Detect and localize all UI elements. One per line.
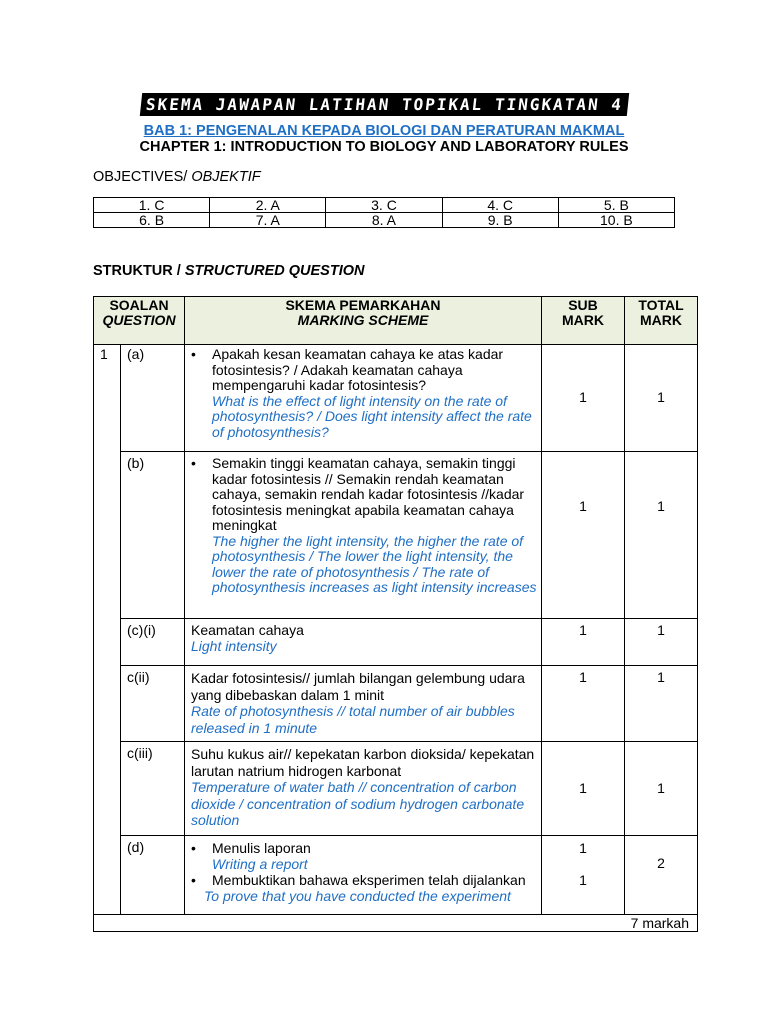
table-row (94, 742, 698, 836)
objective-answer-cell: 6. B (94, 213, 210, 228)
answer-english: Light intensity (191, 637, 277, 654)
objective-answer-cell: 1. C (94, 198, 210, 213)
answer-malay: Kadar fotosintesis// jumlah bilangan gelembung udara yang dibebaskan dalam 1 minit (191, 670, 525, 703)
bullet-point (185, 456, 541, 596)
objective-answer-cell: 10. B (558, 213, 674, 228)
answer-english: What is the effect of light intensity on the rate of photosynthesis? / Does light intensity affect the rate of photosynthesis? (212, 392, 532, 440)
answer-english: Writing a report (212, 856, 308, 872)
bullet-point (185, 347, 541, 440)
objective-answer-cell: 2. A (210, 198, 326, 213)
marking-scheme-cell (185, 345, 542, 452)
table-row (94, 619, 698, 666)
answer-malay: Semakin tinggi keamatan cahaya, semakin tinggi kadar fotosintesis // Semakin rendah keamatan cahaya, semakin rendah kadar fotosintesis //kadar fotosintesis meningkat apabila keamatan cahaya meningkat (212, 455, 525, 533)
structured-heading: STRUKTUR / STRUCTURED QUESTION (93, 263, 365, 279)
bullet-point (185, 840, 541, 872)
answer-english: Temperature of water bath // concentration of carbon dioxide / concentration of sodium hydrogen carbonate solution (191, 779, 525, 828)
question-number: 1 (94, 345, 121, 915)
chapter-title-malay: BAB 1: PENGENALAN KEPADA BIOLOGI DAN PERATURAN MAKMAL (143, 123, 625, 139)
objective-answer-cell: 3. C (326, 198, 442, 213)
header-marking-scheme: SKEMA PEMARKAHAN MARKING SCHEME (185, 297, 542, 345)
sub-mark: 1 (542, 666, 625, 742)
table-row (94, 666, 698, 742)
header-question: SOALAN QUESTION (94, 297, 185, 345)
marking-scheme-cell (185, 836, 542, 915)
bullet-icon: • (191, 455, 196, 471)
question-part: (c)(i) (121, 619, 185, 666)
marking-scheme-table (93, 296, 698, 932)
sub-mark-cell (542, 836, 625, 915)
marking-scheme-cell (185, 742, 542, 836)
total-mark: 1 (625, 452, 698, 619)
document-title: SKEMA JAWAPAN LATIHAN TOPIKAL TINGKATAN 4 (139, 93, 628, 116)
total-mark: 1 (625, 742, 698, 836)
total-mark: 1 (625, 619, 698, 666)
answer-malay: Suhu kukus air// kepekatan karbon dioksida/ kepekatan larutan natrium hidrogen karbonat (191, 746, 535, 779)
table-row (94, 836, 698, 915)
header-total-mark: TOTAL MARK (625, 297, 698, 345)
objectives-heading: OBJECTIVES/ OBJEKTIF (93, 169, 261, 185)
objectives-row (94, 213, 675, 228)
answer-malay: Keamatan cahaya (191, 622, 304, 638)
chapter-title-english: CHAPTER 1: INTRODUCTION TO BIOLOGY AND LABORATORY RULES (139, 139, 629, 155)
marking-table-header-row (94, 297, 698, 345)
question-part: c(ii) (121, 666, 185, 742)
objectives-row (94, 198, 675, 213)
objective-answer-cell: 7. A (210, 213, 326, 228)
answer-malay: Membuktikan bahawa eksperimen telah dijalankan (212, 872, 526, 888)
total-mark: 1 (625, 666, 698, 742)
total-marks: 7 markah (94, 915, 698, 932)
sub-mark: 1 (542, 452, 625, 619)
sub-mark: 1 (542, 619, 625, 666)
objectives-answer-table (93, 197, 675, 228)
sub-mark: 1 (542, 742, 625, 836)
objective-answer-cell: 4. C (442, 198, 558, 213)
bullet-icon: • (191, 840, 196, 856)
answer-english: Rate of photosynthesis // total number of air bubbles released in 1 minute (191, 703, 515, 736)
answer-malay: Menulis laporan (212, 840, 311, 856)
question-part: (a) (121, 345, 185, 452)
header-sub-mark: SUB MARK (542, 297, 625, 345)
objective-answer-cell: 5. B (558, 198, 674, 213)
question-part: (d) (121, 836, 185, 915)
total-mark: 1 (625, 345, 698, 452)
bullet-icon: • (191, 346, 196, 362)
sub-mark: 1 (579, 872, 587, 888)
document-title-banner (0, 93, 768, 116)
marking-scheme-cell (185, 452, 542, 619)
total-row (94, 915, 698, 932)
table-row (94, 345, 698, 452)
answer-english: To prove that you have conducted the experiment (204, 888, 511, 904)
objective-answer-cell: 9. B (442, 213, 558, 228)
table-row (94, 452, 698, 619)
answer-malay: Apakah kesan keamatan cahaya ke atas kadar fotosintesis? / Adakah keamatan cahaya mempengaruhi kadar fotosintesis? (212, 346, 504, 393)
answer-english: The higher the light intensity, the higher the rate of photosynthesis / The lower the light intensity, the lower the rate of photosynthesis / The rate of photosynthesis increases as light intensity increases (212, 532, 537, 595)
question-part: c(iii) (121, 742, 185, 836)
marking-scheme-cell (185, 666, 542, 742)
sub-mark: 1 (542, 345, 625, 452)
bullet-point (185, 872, 541, 888)
objective-answer-cell: 8. A (326, 213, 442, 228)
question-part: (b) (121, 452, 185, 619)
marking-scheme-cell (185, 619, 542, 666)
bullet-icon: • (191, 872, 196, 888)
sub-mark: 1 (579, 840, 587, 856)
total-mark: 2 (625, 836, 698, 915)
